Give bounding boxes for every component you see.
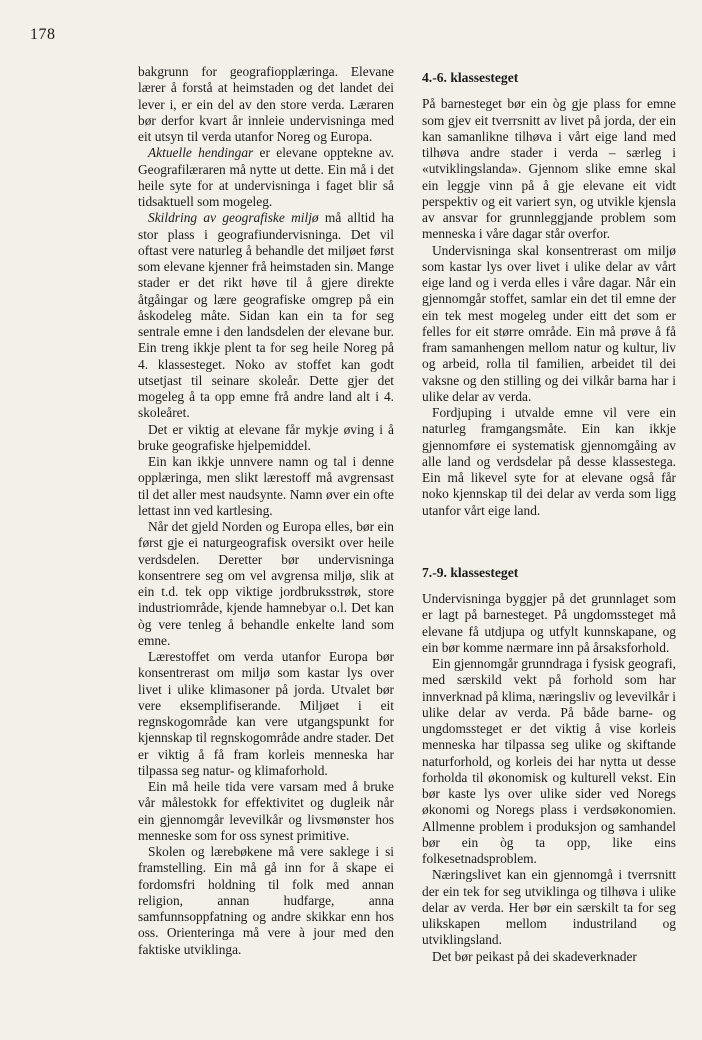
paragraph: Fordjuping i utvalde emne vil vere ein naturleg framgangsmåte. Ein kan ikkje gjennomføre ei systematisk gjennomgåing av alle land og verdsdelar på desse klassestega. Ein må likevel syte for at elevane også får noko kjennskap til dei delar av verda som ligg utanfor vårt eige land. (422, 405, 676, 518)
section-heading: 7.-9. klassesteget (422, 564, 519, 580)
paragraph: Ein gjennomgår grunndraga i fysisk geografi, med særskild vekt på forhold som har innverknad på klima, næringsliv og levevilkår i ulike delar av verda. På både barne- og ungdomssteget er det viktig å vise korleis menneska har tilpassa seg ulike og skiftande naturforhold, og korleis dei har nytta ut desse forholda til økonomisk og kulturell vekst. Ein bør kaste lys over ulike sider ved Noregs økonomi og Noregs plass i verdsøkonomien. Allmenne problem i produksjon og samhandel bør ein òg ta opp, like eins folkesetnadsproblem. (422, 656, 676, 866)
paragraph-text: er elevane opptekne av. Geografilæraren må nytte ut dette. Ein må i det heile syte for at undervisninga i faget blir så tidsaktuell som mogeleg. (138, 145, 394, 209)
paragraph: Næringslivet kan ein gjennomgå i tverrsnitt der ein tek for seg utviklinga og tilhøva i ulike delar av verda. Her bør ein særskilt ta for seg ulikskapen mellom industriland og utviklingsland. (422, 867, 676, 948)
italic-lead: Aktuelle hendingar (148, 145, 254, 161)
paragraph: Undervisninga skal konsentrerast om miljø som kastar lys over livet i ulike delar av vårt eige land og i verda elles i våre dagar. Når ein gjennomgår stoffet, samlar ein det til emne der ein tek mest mogeleg under eitt det som er felles for eit større område. Ein må prøve å få fram samanhengen mellom natur og kultur, liv og arbeid, rolla til familien, arbeidet til dei vaksne og den stilling og dei vilkår barna har i ulike delar av verda. (422, 242, 676, 404)
paragraph: På barnesteget bør ein òg gje plass for emne som gjev eit tverrsnitt av livet på jorda, der ein kan samanlikne tilhøva i vårt eige land med tilhøva andre stader i verda – særleg i «utviklingslanda». Gjennom slike emne skal ein leggje vinn på å gje elevane eit vidt perspektiv og eit variert syn, og utvikle kjensla av ansvar for grunnleggjande problem som menneska i våre dagar står overfor. (422, 96, 676, 242)
right-column (422, 70, 676, 965)
paragraph: bakgrunn for geografiopplæringa. Elevane lærer å forstå at heimstaden og det landet dei lever i, er ein del av den store verda. Læraren bør derfor kvart år innleie undervisninga med eit utsyn til verda utanfor Noreg og Europa. (138, 64, 394, 144)
paragraph-text: må alltid ha stor plass i geografiundervisninga. Det vil oftast vere naturleg å behandle det miljøet først som elevane kjenner frå heimstaden sin. Mange stader er det rikt høve til å gjere direkte åtgåingar og lære geografiske omgrep på ein åskodeleg måte. Sidan kan ein ta for seg sentrale emne i den landsdelen der elevane bur. Ein treng ikkje plent ta for seg heile Noreg på 4. klassesteget. Noko av stoffet kan godt utsetjast til seinare skoleår. Dette gjer det mogeleg å ta opp emne frå andre land alt i 4. skoleåret. (138, 210, 394, 421)
paragraph: Undervisninga byggjer på det grunnlaget som er lagt på barnesteget. På ungdomssteget må elevane få utdjupa og utfylt kunnskapane, og ein bør komme nærmare inn på årsaksforhold. (422, 591, 676, 655)
paragraph (138, 145, 394, 210)
italic-lead: Skildring av geografiske miljø (148, 210, 319, 226)
paragraph: Ein må heile tida vere varsam med å bruke vår målestokk for effektivitet og dugleik når ein gjennomgår levevilkår og livsmønster hos menneske som for oss synest primitive. (138, 779, 394, 843)
paragraph: Det bør peikast på dei skadeverknader (432, 948, 637, 964)
paragraph (138, 210, 394, 421)
left-column (138, 64, 394, 958)
paragraph: Det er viktig at elevane får mykje øving i å bruke geografiske hjelpemiddel. (138, 421, 394, 453)
section-heading: 4.-6. klassesteget (422, 70, 519, 85)
paragraph: Når det gjeld Norden og Europa elles, bør ein først gje ei naturgeografisk oversikt over heile verdsdelen. Deretter bør undervisninga konsentrere seg om vel avgrensa miljø, slik at ein t.d. tek opp viktige jordbruksstrøk, store industriområde, kjende hamnebyar o.l. Det kan òg vere tenleg å behandle enkelte land som emne. (138, 519, 394, 648)
paragraph: Skolen og lærebøkene må vere saklege i si framstelling. Ein må gå inn for å skape ei fordomsfri holdning til folk med annan religion, annan hudfarge, anna samfunnsoppfatning og andre skikkar enn hos oss. Orienteringa må vere à jour med den faktiske utviklinga. (138, 844, 394, 957)
paragraph: Ein kan ikkje unnvere namn og tal i denne opplæringa, men slikt lærestoff må avgrensast til det aller mest naudsynte. Namn øver ein ofte lettast inn ved kartlesing. (138, 454, 394, 518)
paragraph: Lærestoffet om verda utanfor Europa bør konsentrerast om miljø som kastar lys over livet i ulike klimasoner på jorda. Utvalet bør vere eksemplifiserande. Miljøet i eit regnskogområde kan vere utgangspunkt for kjennskap til regnskogområde andre stader. Det er viktig å få fram korleis menneska har tilpassa seg natur- og klimaforhold. (138, 649, 394, 778)
page-number: 178 (30, 26, 56, 43)
